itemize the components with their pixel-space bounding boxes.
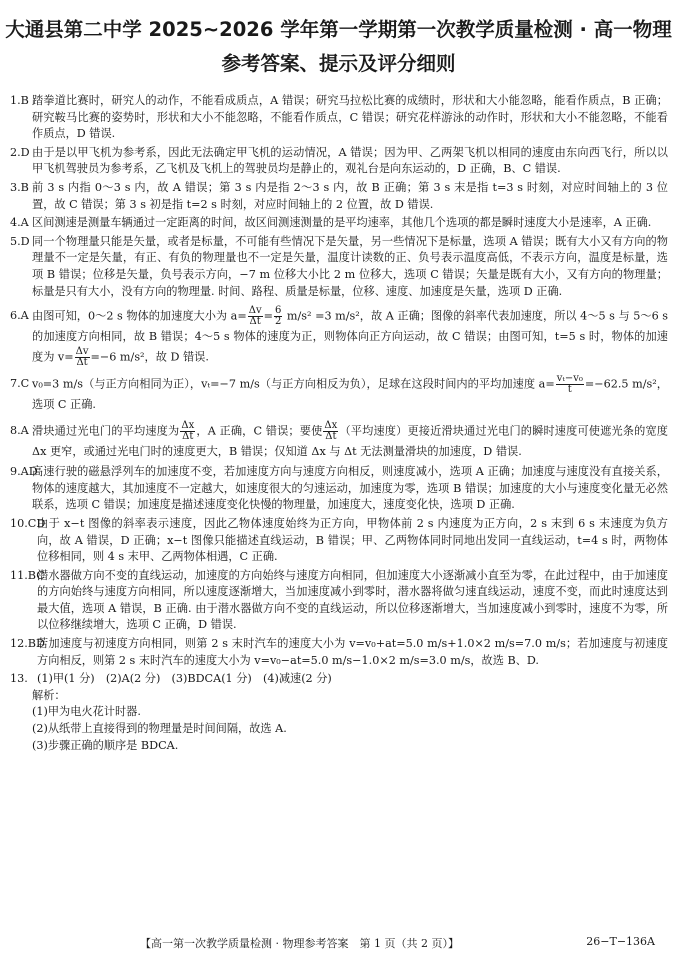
answer-text: 同一个物理量只能是矢量，或者是标量，不可能有些情况下是矢量，另一些情况下是标量，选项 A 错误；既有大小又有方向的物理量不一定是矢量，有正、有负的物理量也不一定是矢量，温度计读数的正、负号表示温度高低，不表示方向，温度是标量，选项 B 错误；位移是矢量，负号表示方向，−7 m 位移大小比 2 m 位移大，选项 C 错误；矢量是既有大小，又有方向的物理量；标量是只有大小，没有方向的物理量. 时间、路程、质量是标量，位移、速度、加速度是矢量，选项 D 正确.	[32, 234, 668, 298]
answer-text: 区间测速是测量车辆通过一定距离的时间，故区间测速测量的是平均速率，其他几个选项的都是瞬时速度大小是速率，A 正确.	[32, 216, 652, 230]
answer-number: 6.A	[10, 309, 29, 323]
answer-text: 踏拳道比赛时，研究人的动作，不能看成质点，A 错误；研究马拉松比赛的成绩时，形状和大小能忽略，能看作质点，B 正确；研究鞍马比赛的姿势时，形状和大小不能忽略，不能看作质点，C 错误；研究花样游泳的动作时，形状和大小不能忽略，不能看作质点，D 错误.	[32, 94, 668, 141]
answer-item-7: 7.C v₀=3 m/s（与正方向相同为正），vₜ=−7 m/s（与正方向相反为负），足球在这段时间内的平均加速度 a= $\frac{\text{vₜ−v₀}}{t}$ =−62.5 m/s²，选项 C 正确.	[10, 373, 668, 412]
answer-text: 前 3 s 内指 0～3 s 内，故 A 错误；第 3 s 内是指 2～3 s 内，故 B 正确；第 3 s 末是指 t=3 s 时刻，对应时间轴上的 3 位置，故 C 错误；第 3 s 初是指 t=2 s 时刻，对应时间轴上的 2 位置，故 D 错误.	[32, 180, 668, 211]
delta-v-over-delta-t-fraction: $\frac{\Delta v}{\Delta t}$	[75, 346, 89, 369]
answer-text: 由于 x−t 图像的斜率表示速度，因此乙物体速度始终为正方向，甲物体前 2 s 内速度为正方向，2 s 末到 6 s 末速度为负方向，故 A 错误，D 正确；x−t 图像只能描述直线运动，B 错误；甲、乙两物体同时同地出发同一直线运动，t=4 s 时，两物体位移相同，则 4 s 末甲、乙两物体相遇，C 正确.	[37, 516, 668, 564]
answer-item-2	[10, 145, 668, 178]
delta-x-over-delta-t-fraction: $\frac{\Delta x}{\Delta t}$	[181, 420, 195, 443]
answer-number: 7.C	[10, 377, 30, 391]
document-title: 大通县第二中学 2025~2026 学年第一学期第一次教学质量检测 · 高一物理	[5, 18, 672, 41]
answer-item-13	[10, 671, 668, 688]
answer-item-9	[10, 464, 668, 514]
answer-text: 由于是以甲飞机为参考系，因此无法确定甲飞机的运动情况，A 错误；因为甲、乙两架飞机以相同的速度由东向西飞行，所以以甲飞机驾驶员为参考系，乙飞机及飞机上的驾驶员均是静止的，观礼台是向东运动的，D 正确，B、C 错误.	[32, 145, 668, 176]
answer-number: 11.BC	[10, 568, 45, 582]
delta-x-over-delta-t-fraction: $\frac{\Delta x}{\Delta t}$	[324, 420, 338, 443]
explanation-line: (1)甲为电火花计时器.	[32, 705, 141, 719]
answer-item-3	[10, 180, 668, 213]
answer-number: 12.BD	[10, 637, 45, 651]
answer-number: 10.CD	[10, 516, 46, 530]
answer-item-10	[10, 516, 668, 566]
six-over-two-fraction: $\frac{6}{2}$	[274, 305, 282, 328]
explanation-line: (2)从纸带上直接得到的物理量是时间间隔，故选 A.	[32, 722, 287, 736]
answer-number: 13.	[10, 672, 28, 686]
explanation-label: 解析：	[32, 688, 66, 702]
footer-page-info: 【高一第一次教学质量检测 · 物理参考答案 第 1 页（共 2 页）】	[140, 937, 459, 950]
footer-code: 26−T−136A	[586, 935, 655, 948]
answer-number: 2.D	[10, 145, 30, 159]
answer-item-11	[10, 568, 668, 634]
answer-number: 5.D	[10, 234, 30, 248]
delta-v-over-delta-t-fraction: $\frac{\Delta v}{\Delta t}$	[248, 305, 262, 328]
answer-item-8: 8.A 滑块通过光电门的平均速度为 $\frac{\Delta x}{\Delta t}$ ，A 正确，C 错误；要使 $\frac{\Delta x}{\Delta t}$ （平均速度）更接近滑块通过光电门的瞬时速度可使遮光条的宽度 Δx 更窄，或通过光电门时的速度更大，B 错误；仅知道 Δx 与 Δt 无法测量滑块的加速度，D 错误.	[10, 420, 668, 459]
answer-item-6: 6.A 由图可知，0～2 s 物体的加速度大小为 a= $\frac{\Delta v}{\Delta t}$ = $\frac{6}{2}$ m/s² =3 m/s²，故 A 正确；图像的斜率代表加速度，所以 4～5 s 与 5～6 s 的加速度方向相同，故 B 错误；4～5 s 物体的速度为正，则物体向正方向运动，故 C 错误；由图可知，t=5 s 时，物体的加速度为 v= $\frac{\Delta v}{\Delta t}$ =−6 m/s²，故 D 错误.	[10, 305, 668, 369]
answer-number: 3.B	[10, 180, 29, 194]
answer-text: 高速行驶的磁悬浮列车的加速度不变，若加速度方向与速度方向相反，则速度减小，选项 A 正确；加速度与速度没有直接关系，物体的速度越大，其加速度不一定越大，如速度很大的匀速运动，加速度为零，选项 B 错误；加速度的大小与速度变化量无必然联系，选项 C 错误；加速度是描述速度变化快慢的物理量，加速度大，速度变化快，选项 D 正确.	[32, 465, 668, 512]
answer-text: 潜水器做方向不变的直线运动，加速度的方向始终与速度方向相同，但加速度大小逐渐减小直至为零，在此过程中，由于加速度的方向始终与速度方向相同，所以速度逐渐增大，当加速度减小到零时，潜水器将做匀速直线运动，速度不变，而此时速度达到最大值，选项 A 错误，B 正确. 由于潜水器做方向不变的直线运动，所以位移逐渐增大，当加速度减小到零时，速度不为零，所以位移继续增大，选项 C 正确，D 错误.	[37, 568, 668, 632]
answer-text: (1)甲(1 分) (2)A(2 分) (3)BDCA(1 分) (4)减速(2 分)	[37, 672, 332, 686]
explanation-block	[10, 688, 668, 754]
answer-item-5	[10, 234, 668, 300]
answers-body	[10, 93, 668, 754]
answer-text: 若加速度与初速度方向相同，则第 2 s 末时汽车的速度大小为 v=v₀+at=5.0 m/s+1.0×2 m/s=7.0 m/s；若加速度与初速度方向相反，则第 2 s 末时汽车的速度大小为 v=v₀−at=5.0 m/s−1.0×2 m/s=3.0 m/s，故选 B、D.	[37, 637, 668, 667]
answer-item-12	[10, 636, 668, 669]
answer-item-4	[10, 215, 668, 232]
document-subtitle: 参考答案、提示及评分细则	[221, 52, 456, 75]
answer-number: 1.B	[10, 94, 29, 107]
explanation-line: (3)步骤正确的顺序是 BDCA.	[32, 738, 179, 752]
answer-number: 9.AD	[10, 465, 38, 479]
answer-number: 8.A	[10, 424, 29, 438]
answer-number: 4.A	[10, 216, 29, 230]
answer-item-1	[10, 93, 668, 143]
average-acceleration-fraction: $\frac{\text{vₜ−v₀}}{t}$	[556, 373, 583, 396]
answer-text: 由图可知，0～2 s 物体的加速度大小为 a=	[32, 309, 247, 323]
